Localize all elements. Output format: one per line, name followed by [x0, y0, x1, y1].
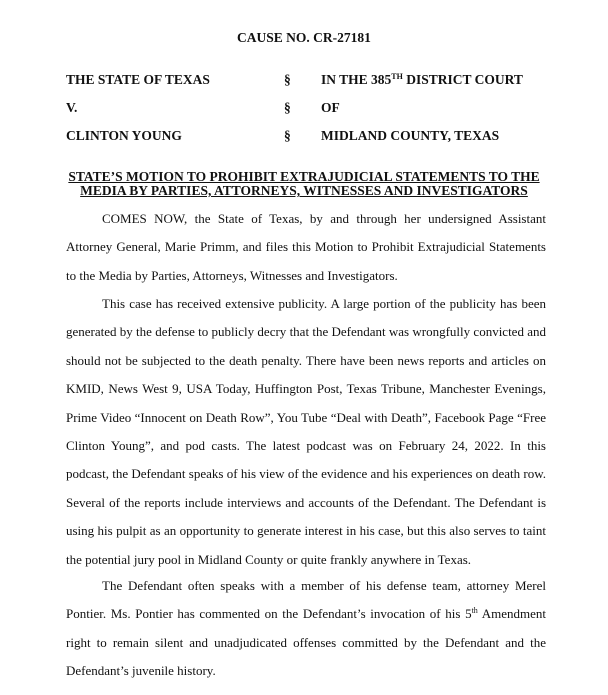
caption-row-3 — [0, 128, 608, 146]
section-symbol: § — [284, 72, 291, 87]
motion-title — [40, 170, 568, 198]
caption-right: IN THE 385TH DISTRICT COURT — [321, 72, 523, 87]
motion-title-line-1: STATE’S MOTION TO PROHIBIT EXTRAJUDICIAL STATEMENTS TO THE — [68, 169, 540, 184]
section-symbol: § — [284, 128, 291, 143]
caption-right: OF — [321, 100, 340, 115]
cause-number: CAUSE NO. CR-27181 — [237, 30, 371, 45]
section-symbol: § — [284, 100, 291, 115]
paragraph-2-text: This case has received extensive publicity. A large portion of the publicity has been generated by the defense to publicly decry that the Defendant was wrongfully convicted and should not be subjected to the death penalty. There have been news reports and articles on KMID, News West 9, USA Today, Huffington Post, Texas Tribune, Manchester Evenings, Prime Video “Innocent on Death Row”, You Tube “Deal with Death”, Facebook Page “Free Clinton Young”, and pod casts. The latest podcast was on February 24, 2022. In this podcast, the Defendant speaks of his view of the evidence and his experiences on death row. Several of the reports include interviews and accounts of the Defendant. The Defendant is using his pulpit as an opportunity to generate interest in his case, but this also serves to taint the potential jury pool in Midland County or quite frankly anywhere in Texas. — [66, 296, 546, 567]
caption-row-1 — [0, 72, 608, 90]
caption-left: THE STATE OF TEXAS — [66, 72, 210, 87]
paragraph-3 — [66, 572, 546, 686]
caption-left: V. — [66, 100, 78, 115]
paragraph-1-text: COMES NOW, the State of Texas, by and through her undersigned Assistant Attorney General, Marie Primm, and files this Motion to Prohibit Extrajudicial Statements to the Media by Parties, Attorneys, Witnesses and Investigators. — [66, 211, 546, 283]
caption-right: MIDLAND COUNTY, TEXAS — [321, 128, 500, 143]
caption-row-2 — [0, 100, 608, 118]
paragraph-2 — [66, 290, 546, 574]
motion-title-line-2: MEDIA BY PARTIES, ATTORNEYS, WITNESSES AND INVESTIGATORS — [80, 183, 528, 198]
paragraph-3-text: The Defendant often speaks with a member of his defense team, attorney Merel Pontier. Ms. Pontier has commented on the Defendant’s invocation of his 5th Amendment right to remain silent and unadjudicated offenses committed by the Defendant and the Defendant’s juvenile history. — [66, 578, 546, 679]
caption-left: CLINTON YOUNG — [66, 128, 182, 143]
paragraph-1 — [66, 205, 546, 290]
